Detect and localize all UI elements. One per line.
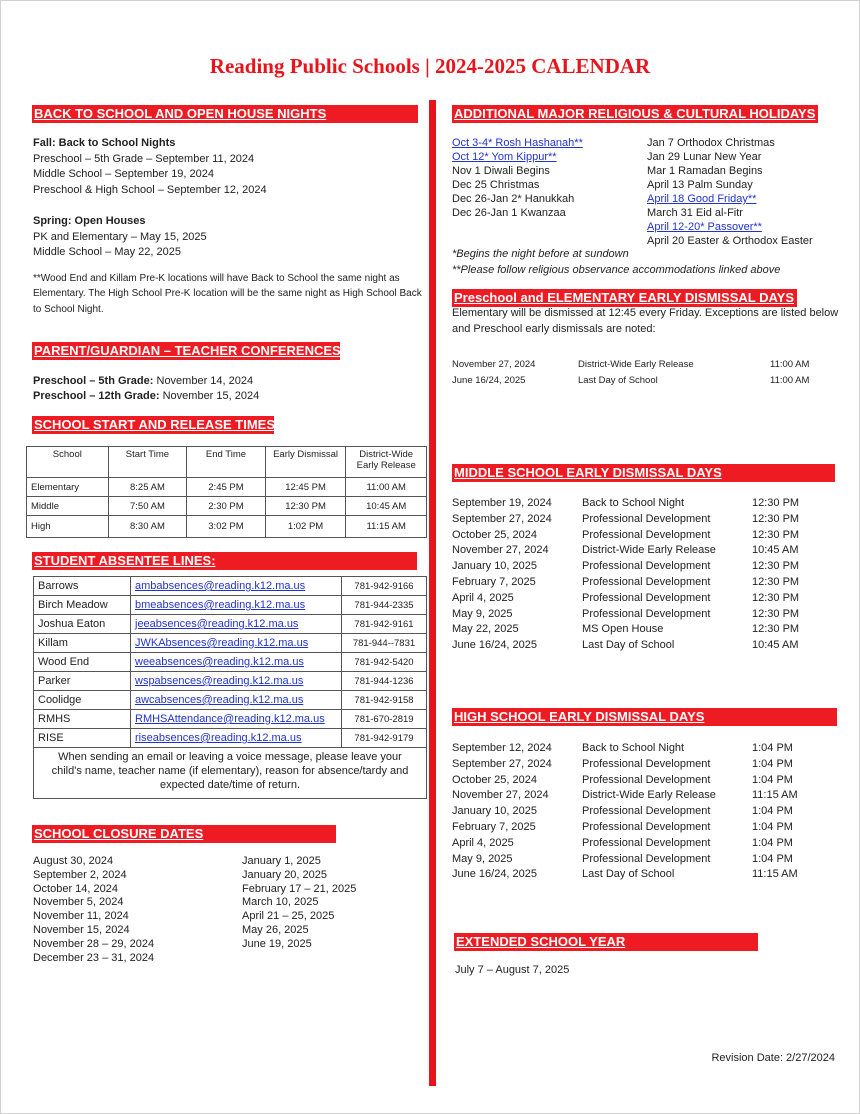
closure-date: May 26, 2025 bbox=[242, 923, 309, 936]
list-item: April 4, 2025 Professional Development 12:30 PM bbox=[452, 591, 800, 604]
closure-date: November 28 – 29, 2024 bbox=[33, 937, 155, 950]
table-row: Elementary 8:25 AM 2:45 PM 12:45 PM 11:00 AM bbox=[27, 478, 427, 497]
holidays-note: **Please follow religious observance accommodations linked above bbox=[452, 264, 781, 276]
list-item: November 27, 2024 District-Wide Early Release 10:45 AM bbox=[452, 544, 799, 557]
holiday-link[interactable]: Oct 12* Yom Kippur** bbox=[452, 151, 557, 163]
holidays-notes bbox=[452, 246, 837, 278]
closure-date: April 21 – 25, 2025 bbox=[242, 910, 335, 923]
table-row: RMHS RMHSAttendance@reading.k12.ma.us 781-670-2819 bbox=[34, 710, 427, 729]
list-item: June 16/24, 2025 Last Day of School 11:00 AM bbox=[452, 374, 810, 386]
list-item: September 27, 2024 Professional Development 1:04 PM bbox=[452, 757, 793, 770]
holiday-item: Nov 1 Diwali Begins bbox=[452, 165, 550, 177]
list-item: November 27, 2024 District-Wide Early Release 11:00 AM bbox=[452, 359, 810, 370]
fall-item: Middle School – September 19, 2024 bbox=[33, 168, 215, 180]
hs-dismissal-header: HIGH SCHOOL EARLY DISMISSAL DAYS bbox=[452, 708, 837, 726]
holiday-item: March 31 Eid al-Fitr bbox=[647, 207, 743, 219]
table-row: Coolidge awcabsences@reading.k12.ma.us 781-942-9158 bbox=[34, 691, 427, 710]
absentee-note: When sending an email or leaving a voice message, please leave your child's name, teacher name (if elementary), reason for absence/tardy and expected date/time of return. bbox=[34, 748, 427, 799]
closure-date: October 14, 2024 bbox=[33, 882, 119, 895]
back-to-school-section bbox=[33, 136, 428, 317]
closures-column-1 bbox=[33, 855, 233, 965]
table-row: RISE riseabsences@reading.k12.ma.us 781-942-9179 bbox=[34, 729, 427, 748]
list-item: October 25, 2024 Professional Development 12:30 PM bbox=[452, 528, 800, 541]
table-row: Joshua Eaton jeeabsences@reading.k12.ma.us 781-942-9161 bbox=[34, 615, 427, 634]
conferences-section bbox=[33, 374, 428, 404]
list-item: September 19, 2024 Back to School Night 12:30 PM bbox=[452, 497, 800, 509]
spring-item: PK and Elementary – May 15, 2025 bbox=[33, 230, 207, 243]
email-link[interactable]: ambabsences@reading.k12.ma.us bbox=[135, 580, 306, 592]
holidays-header: ADDITIONAL MAJOR RELIGIOUS & CULTURAL HOLIDAYS bbox=[452, 105, 818, 123]
table-row: Killam JWKAbsences@reading.k12.ma.us 781-944--7831 bbox=[34, 634, 427, 653]
holiday-item: Dec 26-Jan 1 Kwanzaa bbox=[452, 207, 566, 219]
page-title: Reading Public Schools | 2024-2025 CALENDAR bbox=[209, 54, 651, 78]
column-header: Early Dismissal bbox=[265, 447, 346, 478]
email-link[interactable]: wspabsences@reading.k12.ma.us bbox=[135, 675, 304, 687]
start-times-header: SCHOOL START AND RELEASE TIMES bbox=[34, 417, 275, 432]
closure-date: November 15, 2024 bbox=[33, 923, 130, 936]
closure-date: November 5, 2024 bbox=[33, 896, 124, 909]
list-item: June 16/24, 2025 Last Day of School 10:45 AM bbox=[452, 639, 799, 652]
elementary-dismissal-list bbox=[452, 357, 809, 388]
list-item: February 7, 2025 Professional Development 12:30 PM bbox=[452, 575, 800, 588]
hs-dismissal-list bbox=[452, 741, 798, 883]
holiday-item: Jan 7 Orthodox Christmas bbox=[647, 137, 775, 149]
spring-item: Middle School – May 22, 2025 bbox=[33, 246, 181, 258]
holiday-item: April 13 Palm Sunday bbox=[647, 179, 753, 191]
list-item: May 22, 2025 MS Open House 12:30 PM bbox=[452, 623, 800, 636]
extended-year-dates: July 7 – August 7, 2025 bbox=[455, 964, 570, 976]
list-item: September 27, 2024 Professional Development 12:30 PM bbox=[452, 512, 800, 525]
elementary-dismissal-header: Preschool and ELEMENTARY EARLY DISMISSAL DAYS bbox=[452, 289, 797, 307]
closure-date: December 23 – 31, 2024 bbox=[33, 951, 155, 964]
fall-item: Preschool – 5th Grade – September 11, 2024 bbox=[33, 152, 255, 165]
holiday-link[interactable]: Oct 3-4* Rosh Hashanah** bbox=[452, 137, 583, 149]
closure-date: September 2, 2024 bbox=[33, 868, 127, 881]
conferences-header: PARENT/GUARDIAN – TEACHER CONFERENCES bbox=[34, 343, 341, 358]
holidays-note: *Begins the night before at sundown bbox=[452, 248, 629, 260]
table-row: Parker wspabsences@reading.k12.ma.us 781-944-1236 bbox=[34, 672, 427, 691]
table-row: Wood End weeabsences@reading.k12.ma.us 781-942-5420 bbox=[34, 653, 427, 672]
spring-title: Spring: Open Houses bbox=[33, 215, 146, 227]
closure-date: August 30, 2024 bbox=[33, 855, 114, 867]
list-item: June 16/24, 2025 Last Day of School 11:15 AM bbox=[452, 868, 798, 881]
email-link[interactable]: RMHSAttendance@reading.k12.ma.us bbox=[135, 713, 325, 725]
column-divider bbox=[429, 100, 436, 1086]
list-item: February 7, 2025 Professional Development 1:04 PM bbox=[452, 820, 793, 833]
list-item: September 12, 2024 Back to School Night 1:04 PM bbox=[452, 742, 793, 754]
back-to-school-header: BACK TO SCHOOL AND OPEN HOUSE NIGHTS bbox=[32, 105, 418, 123]
holiday-item: Dec 25 Christmas bbox=[452, 179, 540, 191]
pre-k-note: **Wood End and Killam Pre-K locations will have Back to School the same night as Elementary. The High School Pre-K location will be the same night as High School Back to School Night. bbox=[33, 272, 422, 315]
table-header-row bbox=[27, 447, 427, 478]
email-link[interactable]: bmeabsences@reading.k12.ma.us bbox=[135, 599, 306, 611]
table-row: High 8:30 AM 3:02 PM 1:02 PM 11:15 AM bbox=[27, 516, 427, 538]
closures-column-2 bbox=[242, 855, 427, 952]
list-item: January 10, 2025 Professional Development 12:30 PM bbox=[452, 560, 800, 573]
list-item: May 9, 2025 Professional Development 12:30 PM bbox=[452, 607, 800, 620]
ms-dismissal-list bbox=[452, 496, 799, 654]
absentee-table bbox=[33, 576, 427, 799]
holiday-item: Jan 29 Lunar New Year bbox=[647, 151, 762, 163]
email-link[interactable]: awcabsences@reading.k12.ma.us bbox=[135, 694, 304, 706]
holiday-item: Mar 1 Ramadan Begins bbox=[647, 165, 763, 177]
column-header: District-Wide Early Release bbox=[346, 447, 427, 478]
holiday-item: Dec 26-Jan 2* Hanukkah bbox=[452, 193, 575, 205]
table-row: Middle 7:50 AM 2:30 PM 12:30 PM 10:45 AM bbox=[27, 497, 427, 516]
email-link[interactable]: JWKAbsences@reading.k12.ma.us bbox=[135, 637, 309, 649]
email-link[interactable]: riseabsences@reading.k12.ma.us bbox=[135, 732, 302, 744]
holiday-item: April 20 Easter & Orthodox Easter bbox=[647, 235, 813, 247]
start-times-table bbox=[26, 446, 427, 538]
conference-row: Preschool – 5th Grade: November 14, 2024 bbox=[33, 375, 254, 387]
revision-date: Revision Date: 2/27/2024 bbox=[711, 1052, 835, 1064]
table-row: Birch Meadow bmeabsences@reading.k12.ma.us 781-944-2335 bbox=[34, 596, 427, 615]
elementary-intro: Elementary will be dismissed at 12:45 every Friday. Exceptions are listed below and Preschool early dismissals are noted: bbox=[452, 307, 839, 335]
ms-dismissal-header: MIDDLE SCHOOL EARLY DISMISSAL DAYS bbox=[452, 464, 835, 482]
closure-date: November 11, 2024 bbox=[33, 910, 129, 923]
closure-date: February 17 – 21, 2025 bbox=[242, 882, 357, 895]
holiday-link[interactable]: April 12-20* Passover** bbox=[647, 221, 762, 233]
holidays-column-1 bbox=[452, 136, 647, 220]
extended-year-header: EXTENDED SCHOOL YEAR bbox=[454, 933, 758, 951]
fall-item: Preschool & High School – September 12, 2024 bbox=[33, 183, 267, 196]
holidays-column-2 bbox=[647, 136, 837, 248]
list-item: January 10, 2025 Professional Development 1:04 PM bbox=[452, 805, 793, 818]
email-link[interactable]: jeeabsences@reading.k12.ma.us bbox=[135, 618, 299, 630]
fall-title: Fall: Back to School Nights bbox=[33, 137, 176, 149]
table-row: Barrows ambabsences@reading.k12.ma.us 781-942-9166 bbox=[34, 577, 427, 596]
closure-date: January 1, 2025 bbox=[242, 855, 321, 867]
list-item: November 27, 2024 District-Wide Early Release 11:15 AM bbox=[452, 789, 798, 802]
holiday-link[interactable]: April 18 Good Friday** bbox=[647, 193, 757, 205]
closures-header: SCHOOL CLOSURE DATES bbox=[32, 825, 336, 843]
list-item: October 25, 2024 Professional Development 1:04 PM bbox=[452, 773, 793, 786]
closure-date: June 19, 2025 bbox=[242, 937, 312, 950]
list-item: May 9, 2025 Professional Development 1:04 PM bbox=[452, 852, 793, 865]
absentee-header: STUDENT ABSENTEE LINES: bbox=[32, 552, 417, 570]
email-link[interactable]: weeabsences@reading.k12.ma.us bbox=[135, 656, 304, 668]
column-header: School bbox=[27, 447, 109, 478]
conference-row: Preschool – 12th Grade: November 15, 2024 bbox=[33, 390, 260, 402]
closure-date: January 20, 2025 bbox=[242, 868, 328, 881]
table-row bbox=[34, 748, 427, 799]
closure-date: March 10, 2025 bbox=[242, 896, 319, 909]
list-item: April 4, 2025 Professional Development 1:04 PM bbox=[452, 836, 793, 849]
column-header: Start Time bbox=[108, 447, 187, 478]
column-header: End Time bbox=[187, 447, 266, 478]
